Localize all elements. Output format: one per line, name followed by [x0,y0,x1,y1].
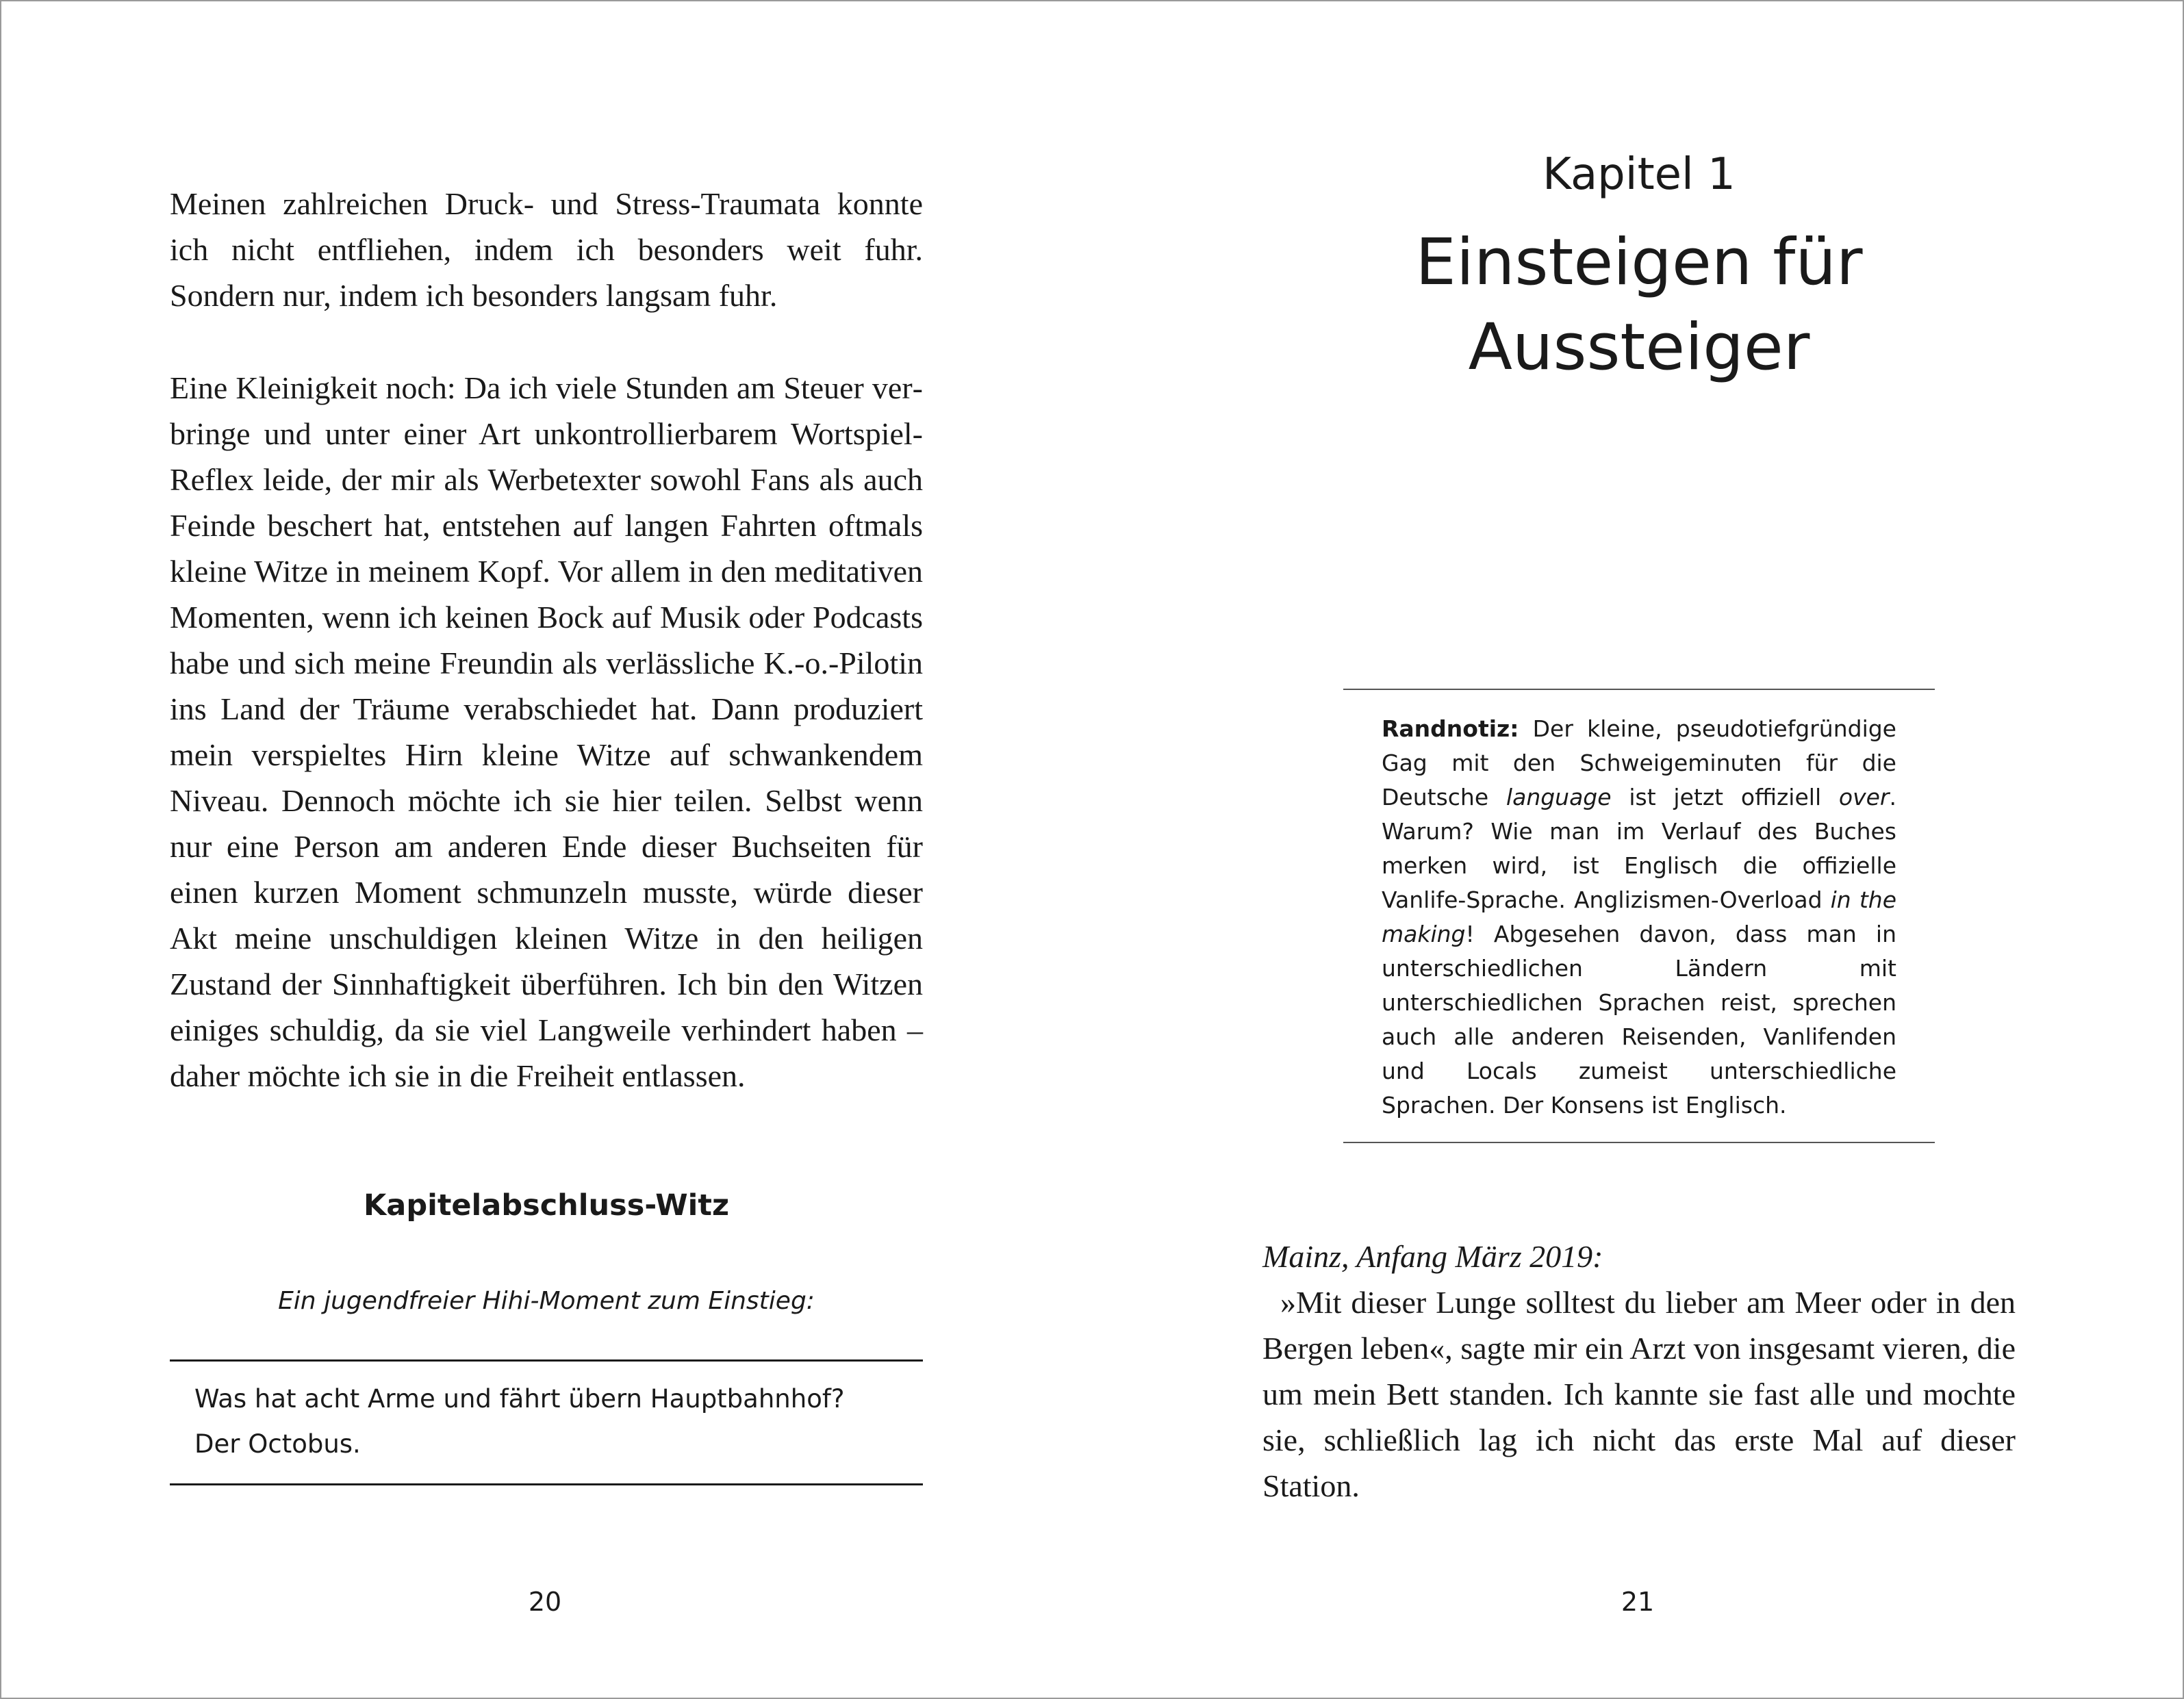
side-note-text [1382,712,1896,1123]
story-paragraph: »Mit dieser Lunge solltest du lieber am Meer oder in den Bergen leben«, sagte mir ein Arzt von insgesamt vieren, die um mein Bett standen. Ich kannte sie fast alle und mochte sie, schließlich lag ich nicht das erste Mal auf dieser Station. [1262,1285,2016,1503]
left-paragraph-1: Meinen zahlreichen Druck- und Stress-Traumata konnte ich nicht entfliehen, indem ich besonders weit fuhr. Sondern nur, indem ich besonders langsam fuhr. [170,186,923,313]
joke-question: Was hat acht Arme und fährt übern Hauptbahnhof? [194,1384,845,1414]
chapter-title-line-1: Einsteigen für [1415,225,1863,300]
side-note-italic-1: language [1506,784,1612,810]
side-note-italic-3: in the making [1382,886,1896,947]
side-note-italic-2: over [1838,784,1890,810]
side-note-box [1343,689,1935,1143]
joke-intro: Ein jugendfreier Hihi-Moment zum Einstieg: [278,1287,815,1315]
side-note-text-4: ! Abgesehen davon, dass man in unterschiedlichen Ländern mit unterschiedlichen Sprachen reist, sprechen auch alle anderen Reisenden, Vanlifenden und Locals zumeist unterschiedliche Sprachen. Der Konsens ist Englisch. [1382,921,1896,1119]
right-page-body [1262,1234,2016,1509]
side-note-label: Randnotiz: [1382,715,1519,742]
left-page-body [170,181,923,1099]
page-number-right: 21 [1621,1587,1655,1617]
side-note-text-3: . Warum? Wie man im Verlauf des Buches merken wird, ist Englisch die offizielle Vanlife-Sprache. Anglizismen-Overload [1382,784,1896,913]
chapter-label: Kapitel 1 [1542,149,1736,200]
side-note-text-1: Der kleine, pseudotiefgründige Gag mit den Schweigeminuten für die Deutsche [1382,715,1896,810]
joke-heading: Kapitelabschluss-Witz [363,1188,729,1223]
side-note-text-2: ist jetzt offiziell [1611,784,1839,810]
joke-answer: Der Octobus. [194,1429,361,1459]
left-paragraph-2: Eine Kleinigkeit noch: Da ich viele Stunden am Steuer verbringe und unter einer Art unkontrollierbarem Wortspiel-Reflex leide, der mir als Werbetexter sowohl Fans als auch Feinde beschert hat, entstehen auf langen Fahrten oftmals kleine Witze in meinem Kopf. Vor allem in den meditativen Momenten, wenn ich keinen Bock auf Musik oder Podcasts habe und sich meine Freundin als verlässliche K.-o.-Pilotin ins Land der Träume verabschiedet hat. Dann produziert mein verspieltes Hirn kleine Witze auf schwankendem Niveau. Dennoch möchte ich sie hier teilen. Selbst wenn nur eine Person am anderen Ende dieser Buchseiten für einen kurzen Moment schmunzeln musste, würde dieser Akt meine unschuldigen kleinen Witze in den heiligen Zustand der Sinnhaftigkeit überführen. Ich bin den Witzen einiges schuldig, da sie viel Langweile verhindert haben – daher möchte ich sie in die Freiheit entlassen. [170,370,923,1093]
chapter-title-line-2: Aussteiger [1468,310,1810,385]
chapter-title [1194,220,2084,390]
place-date: Mainz, Anfang März 2019: [1262,1239,1603,1274]
joke-box [170,1359,923,1485]
page-number-left: 20 [528,1587,562,1617]
